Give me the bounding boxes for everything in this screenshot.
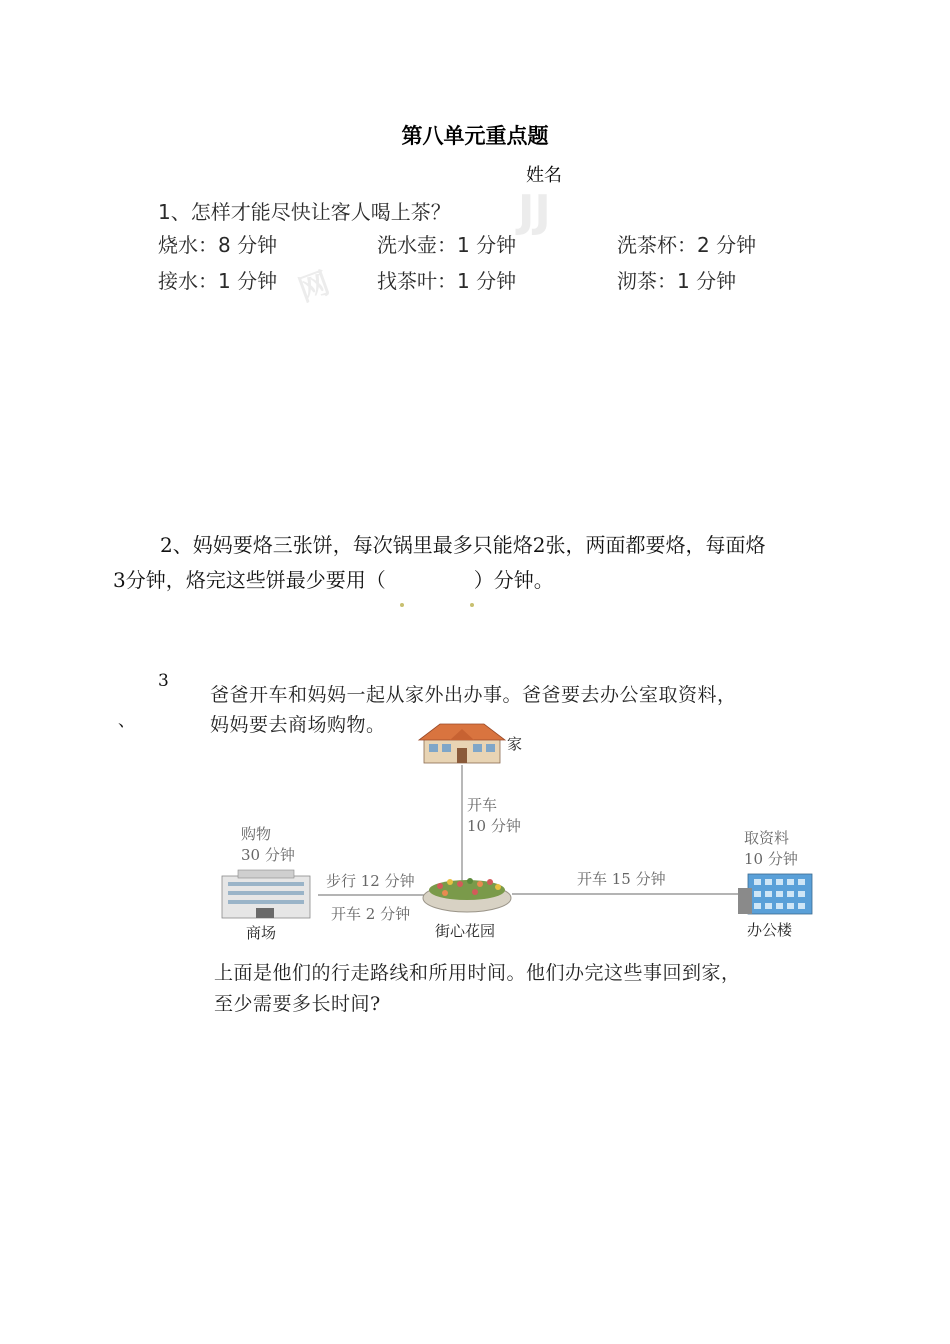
office-icon (738, 874, 812, 914)
q1-task: 沏茶：1 分钟 (617, 269, 737, 293)
q1-task: 接水：1 分钟 (158, 269, 278, 293)
q3-intro-line2: 妈妈要去商场购物。 (210, 714, 386, 736)
garden-label: 街心花园 (435, 922, 496, 940)
drive-route-office-label: 开车 15 分钟 (577, 870, 666, 888)
q3-intro-line1: 爸爸开车和妈妈一起从家外出办事。爸爸要去办公室取资料， (210, 684, 737, 706)
q1-task: 洗水壶：1 分钟 (377, 233, 517, 257)
mall-label: 商场 (246, 924, 277, 942)
home-icon (419, 724, 505, 763)
office-task-label: 取资料 (744, 829, 790, 847)
q3-number-suffix: 、 (118, 711, 135, 731)
q2-line2-end: ）分钟。 (473, 568, 554, 592)
office-task-time: 10 分钟 (744, 850, 798, 868)
mall-icon (222, 870, 310, 918)
q2-line1: 2、妈妈要烙三张饼，每次锅里最多只能烙2张，两面都要烙，每面烙 (160, 533, 766, 557)
office-label: 办公楼 (747, 921, 793, 939)
garden-icon (423, 878, 511, 912)
mall-task-label: 购物 (241, 825, 272, 843)
name-label: 姓名 (526, 165, 562, 186)
home-route-label: 开车 (467, 796, 498, 814)
drive-route-mall-label: 开车 2 分钟 (331, 905, 411, 923)
page-title: 第八单元重点题 (401, 124, 549, 148)
q3-question-line2: 至少需要多长时间? (214, 993, 381, 1015)
mall-task-time: 30 分钟 (241, 846, 295, 864)
q3-question-line1: 上面是他们的行走路线和所用时间。他们办完这些事回到家， (214, 962, 741, 984)
q3-number: 3 (158, 671, 169, 691)
walk-route-label: 步行 12 分钟 (326, 872, 415, 890)
home-label: 家 (507, 735, 523, 753)
q1-task: 找茶叶：1 分钟 (377, 269, 517, 293)
q1-question: 1、怎样才能尽快让客人喝上茶？ (158, 200, 451, 224)
watermark-fragment: JJ (518, 186, 551, 237)
q1-task: 洗茶杯：2 分钟 (617, 233, 757, 257)
q2-line2-start: 3分钟，烙完这些饼最少要用（ (113, 568, 386, 592)
q1-task: 烧水：8 分钟 (158, 233, 278, 257)
watermark-fragment: 网 (294, 265, 335, 309)
home-route-time: 10 分钟 (467, 817, 521, 835)
